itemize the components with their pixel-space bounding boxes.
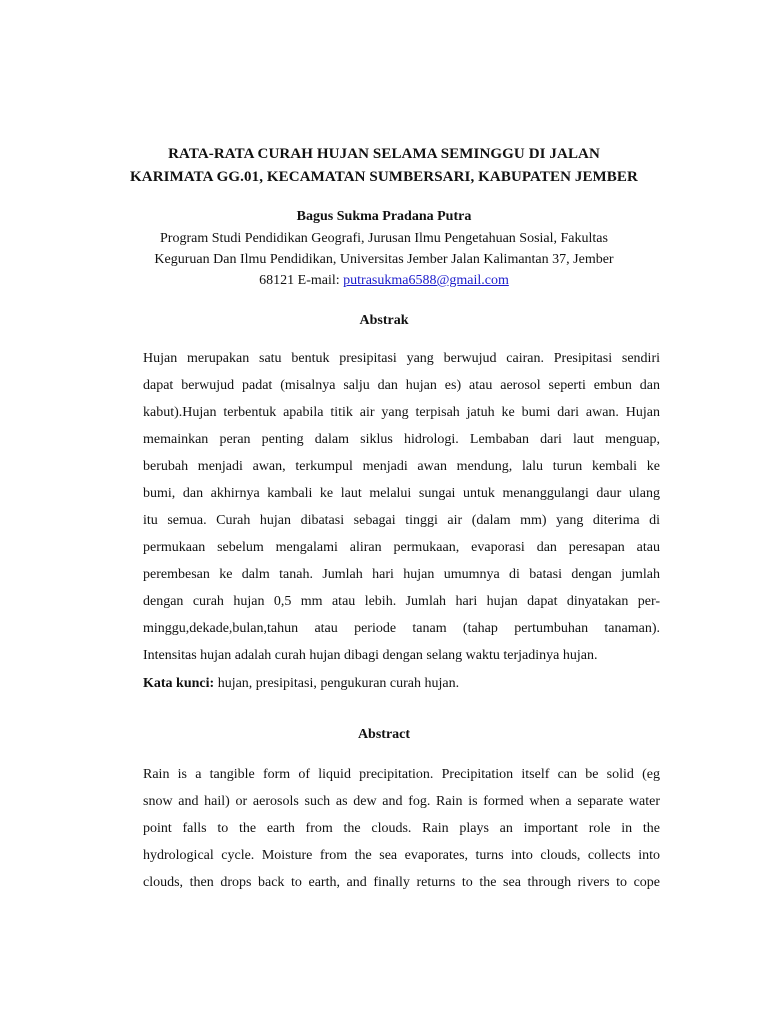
affiliation	[100, 228, 668, 291]
abstract-heading: Abstract	[357, 727, 411, 742]
abstract-line: point falls to the earth from the clouds. Rain plays an important role in the	[143, 821, 660, 836]
abstrak-line: berubah menjadi awan, terkumpul menjadi awan mendung, lalu turun kembali ke	[143, 459, 660, 474]
affiliation-line: Keguruan Dan Ilmu Pendidikan, Universitas Jember Jalan Kalimantan 37, Jember	[154, 252, 614, 267]
abstract-line: hydrological cycle. Moisture from the sea evaporates, turns into clouds, collects into	[143, 848, 660, 863]
paper-title	[100, 143, 668, 189]
abstrak-body	[143, 345, 660, 669]
keywords-text: hujan, presipitasi, pengukuran curah hujan.	[214, 676, 460, 691]
abstrak-line: itu semua. Curah hujan dibatasi sebagai tinggi air (dalam mm) yang diterima di	[143, 513, 660, 528]
abstrak-line: Hujan merupakan satu bentuk presipitasi yang berwujud cairan. Presipitasi sendiri	[143, 351, 660, 366]
abstrak-line: memainkan peran penting dalam siklus hidrologi. Lembaban dari laut menguap,	[143, 432, 660, 447]
keywords	[143, 670, 660, 697]
abstrak-line: perembesan ke dalm tanah. Jumlah hari hujan umumnya di batasi dengan jumlah	[143, 567, 660, 582]
affiliation-line: Program Studi Pendidikan Geografi, Jurusan Ilmu Pengetahuan Sosial, Fakultas	[160, 231, 608, 246]
title-line: RATA-RATA CURAH HUJAN SELAMA SEMINGGU DI JALAN	[168, 146, 600, 162]
abstract-body	[143, 761, 660, 896]
abstrak-heading: Abstrak	[359, 313, 409, 328]
abstrak-line: minggu,dekade,bulan,tahun atau periode tanam (tahap pertumbuhan tanaman).	[143, 621, 660, 636]
abstrak-line: Intensitas hujan adalah curah hujan dibagi dengan selang waktu terjadinya hujan.	[143, 648, 598, 663]
abstract-line: clouds, then drops back to earth, and finally returns to the sea through rivers to cope	[143, 875, 660, 890]
abstrak-line: kabut).Hujan terbentuk apabila titik air yang terpisah jatuh ke bumi dari awan. Hujan	[143, 405, 660, 420]
abstrak-line: dengan curah hujan 0,5 mm atau lebih. Jumlah hari hujan dapat dinyatakan per-	[143, 594, 660, 609]
abstract-line: snow and hail) or aerosols such as dew and fog. Rain is formed when a separate water	[143, 794, 660, 809]
email-link[interactable]: putrasukma6588@gmail.com	[343, 273, 509, 288]
abstrak-line: bumi, dan akhirnya kambali ke laut melalui sungai untuk menanggulangi daur ulang	[143, 486, 660, 501]
abstrak-line: dapat berwujud padat (misalnya salju dan hujan es) atau aerosol seperti embun dan	[143, 378, 660, 393]
keywords-label: Kata kunci:	[143, 676, 215, 691]
postal-email-prefix: 68121 E-mail:	[259, 273, 344, 288]
abstract-line: Rain is a tangible form of liquid precipitation. Precipitation itself can be solid (eg	[143, 767, 660, 782]
author-name: Bagus Sukma Pradana Putra	[296, 209, 472, 224]
title-line: KARIMATA GG.01, KECAMATAN SUMBERSARI, KABUPATEN JEMBER	[130, 169, 638, 185]
affiliation-line	[100, 270, 668, 291]
abstrak-line: permukaan sebelum mengalami aliran permukaan, evaporasi dan peresapan atau	[143, 540, 660, 555]
